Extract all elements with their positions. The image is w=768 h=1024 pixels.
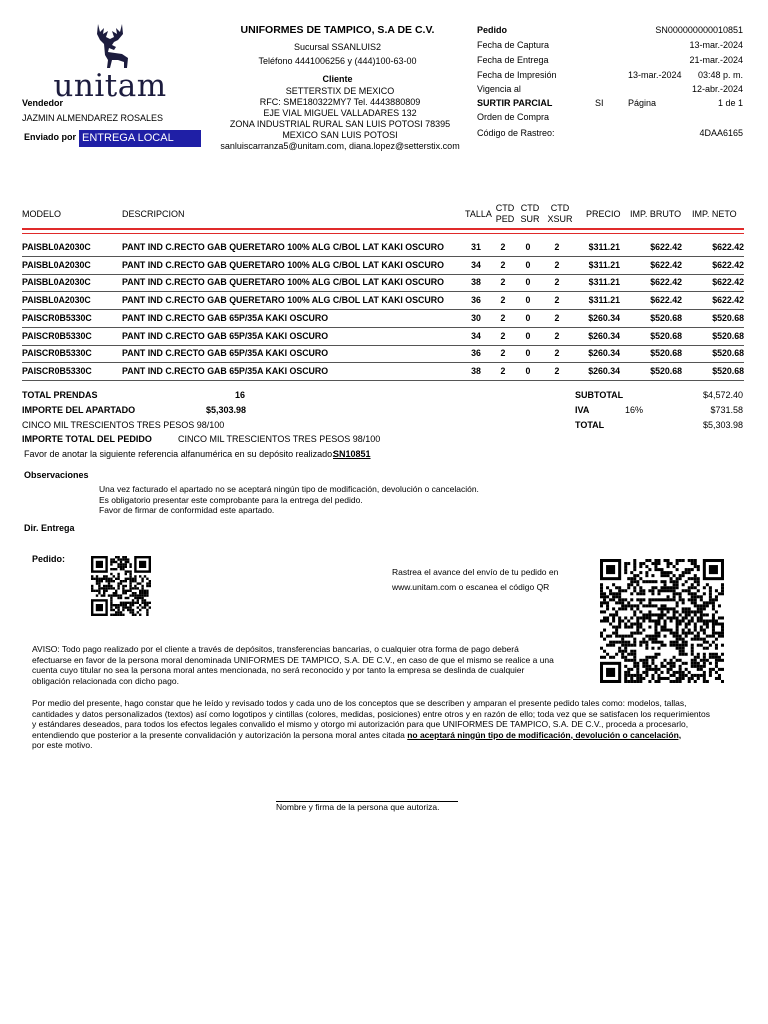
cell-bruto: $520.68 — [650, 348, 682, 359]
cell-descripcion: PANT IND C.RECTO GAB 65P/35A KAKI OSCURO — [122, 348, 329, 359]
iva-value: $731.58 — [710, 405, 743, 415]
client-address-line: ZONA INDUSTRIAL RURAL SAN LUIS POTOSI 78395 — [229, 119, 451, 129]
consent-line: Por medio del presente, hago constar que he leído y revisado todos y cada uno de los conceptos que se describen y amparan el presente pedido tales como: modelos, tallas, — [32, 698, 687, 708]
capture-date: 13-mar.-2024 — [689, 40, 743, 50]
delivery-date-label: Fecha de Entrega — [477, 55, 549, 65]
total-items-value: 16 — [235, 390, 246, 400]
cell-bruto: $520.68 — [650, 312, 682, 323]
client-address-line: SETTERSTIX DE MEXICO — [285, 86, 395, 96]
company-name: UNIFORMES DE TAMPICO, S.A DE C.V. — [240, 24, 435, 36]
total-items-label: TOTAL PRENDAS — [22, 390, 98, 400]
subtotal-value: $4,572.40 — [702, 390, 743, 400]
cell-precio: $311.21 — [588, 242, 620, 252]
cell-bruto: $622.42 — [650, 277, 682, 288]
cell-modelo: PAISCR0B5330C — [22, 312, 92, 323]
cell-ped: 2 — [500, 330, 506, 341]
cell-neto: $622.42 — [712, 259, 744, 270]
col-header-precio: PRECIO — [586, 209, 621, 219]
subtotal-label: SUBTOTAL — [575, 390, 624, 400]
cell-neto: $622.42 — [712, 277, 744, 288]
cell-bruto: $520.68 — [650, 365, 682, 376]
total-label: TOTAL — [575, 420, 605, 430]
cell-sur: 0 — [525, 365, 531, 376]
logo-wordmark: unitam — [53, 68, 167, 104]
cell-xsur: 2 — [554, 295, 560, 306]
cell-xsur: 2 — [554, 365, 560, 376]
col-header-modelo: MODELO — [22, 209, 62, 219]
reference-text: Favor de anotar la siguiente referencia alfanumérica en su depósito realizado: — [24, 449, 335, 459]
table-row — [22, 257, 744, 275]
client-address-line: MEXICO SAN LUIS POTOSI — [282, 130, 398, 140]
page-label: Página — [628, 98, 657, 108]
notice-line: AVISO: Todo pago realizado por el cliente a través de depósitos, transferencias bancarias, o cualquier otra forma de pago deberá — [32, 644, 519, 654]
observation-line-3: Favor de firmar de conformidad este apartado. — [99, 505, 275, 515]
deer-icon — [78, 22, 142, 70]
cell-xsur: 2 — [554, 330, 560, 341]
delivery-date: 21-mar.-2024 — [689, 55, 743, 65]
cell-modelo: PAISBL0A2030C — [22, 259, 91, 270]
consent-last-prefix: entendiendo que posterior a la presente convalidación y autorización la persona moral antes citada — [32, 729, 405, 740]
cell-neto: $520.68 — [712, 312, 744, 323]
cell-precio: $311.21 — [588, 295, 620, 306]
sent-by-value: ENTREGA LOCAL — [79, 130, 201, 147]
company-phone: Teléfono 4441006256 y (444)100-63-00 — [258, 56, 417, 66]
cell-modelo: PAISBL0A2030C — [22, 277, 91, 288]
table-row — [22, 274, 744, 292]
seller-label: Vendedor — [22, 98, 64, 108]
order-total-words: CINCO MIL TRESCIENTOS TRES PESOS 98/100 — [178, 434, 381, 444]
table-row — [22, 292, 744, 310]
cell-ped: 2 — [500, 348, 506, 359]
table-row — [22, 310, 744, 328]
company-logo — [40, 22, 180, 104]
cell-sur: 0 — [525, 242, 531, 252]
cell-descripcion: PANT IND C.RECTO GAB QUERETARO 100% ALG C/BOL LAT KAKI OSCURO — [122, 295, 444, 306]
client-address-line: EJE VIAL MIGUEL VALLADARES 132 — [263, 108, 417, 118]
col-header-ctd-sur — [518, 203, 542, 225]
cell-sur: 0 — [525, 259, 531, 270]
table-row — [22, 328, 744, 346]
cell-precio: $311.21 — [588, 277, 620, 288]
cell-talla: 36 — [471, 295, 481, 306]
cell-neto: $520.68 — [712, 348, 744, 359]
cell-ped: 2 — [500, 277, 506, 288]
cell-ped: 2 — [500, 312, 506, 323]
reference-code: SN10851 — [333, 449, 371, 459]
order-qr-code — [91, 556, 151, 616]
signature-label: Nombre y firma de la persona que autoriza. — [276, 802, 440, 812]
cell-modelo: PAISBL0A2030C — [22, 295, 91, 306]
tracking-qr-code — [600, 558, 724, 684]
sent-by-label: Enviado por — [24, 132, 77, 142]
cell-xsur: 2 — [554, 277, 560, 288]
seller-name: JAZMIN ALMENDAREZ ROSALES — [22, 113, 164, 123]
cell-precio: $260.34 — [588, 312, 620, 323]
cell-xsur: 2 — [554, 312, 560, 323]
deposit-amount-label: IMPORTE DEL APARTADO — [22, 405, 136, 415]
cell-sur: 0 — [525, 348, 531, 359]
table-row — [22, 363, 744, 381]
tracking-code-label: Código de Rastreo: — [477, 128, 555, 138]
col-header-imp-neto: IMP. NETO — [692, 209, 737, 219]
consent-last-emphasis: no aceptará ningún tipo de modificación, devolución o cancelación, — [407, 729, 682, 740]
cell-xsur: 2 — [554, 259, 560, 270]
cell-modelo: PAISCR0B5330C — [22, 330, 92, 341]
cell-sur: 0 — [525, 277, 531, 288]
company-branch: Sucursal SSANLUIS2 — [293, 42, 382, 52]
cell-talla: 34 — [471, 259, 481, 270]
observation-line-2: Es obligatorio presentar este comprobante para la entrega del pedido. — [99, 495, 363, 505]
cell-descripcion: PANT IND C.RECTO GAB 65P/35A KAKI OSCURO — [122, 312, 329, 323]
cell-sur: 0 — [525, 295, 531, 306]
iva-rate: 16% — [625, 405, 644, 415]
col-header-ctd-ped-2: PED — [495, 213, 515, 224]
cell-talla: 36 — [471, 348, 481, 359]
cell-modelo: PAISCR0B5330C — [22, 348, 92, 359]
cell-bruto: $622.42 — [650, 259, 682, 270]
page-number: 1 de 1 — [717, 98, 743, 108]
cell-ped: 2 — [500, 295, 506, 306]
notice-paragraph — [32, 644, 592, 686]
cell-descripcion: PANT IND C.RECTO GAB QUERETARO 100% ALG C/BOL LAT KAKI OSCURO — [122, 259, 444, 270]
cell-ped: 2 — [500, 259, 506, 270]
col-header-talla: TALLA — [465, 209, 492, 219]
print-time: 03:48 p. m. — [697, 70, 743, 80]
cell-precio: $260.34 — [588, 330, 620, 341]
consent-paragraph — [32, 698, 747, 751]
notice-line: efectuarse en favor de la persona moral denominada UNIFORMES DE TAMPICO, S.A. DE C.V., en caso de que el mismo se realice a una — [32, 654, 554, 665]
delivery-address-label: Dir. Entrega — [24, 523, 75, 533]
table-divider-top — [22, 228, 744, 230]
cell-neto: $520.68 — [712, 330, 744, 341]
col-header-ctd-sur-1: CTD — [520, 203, 540, 213]
tracking-text-line-1: Rastrea el avance del envío de tu pedido en — [392, 567, 559, 577]
col-header-ctd-ped-1: CTD — [495, 203, 515, 213]
cell-bruto: $622.42 — [650, 242, 682, 252]
col-header-ctd-xsur — [545, 203, 575, 225]
cell-sur: 0 — [525, 312, 531, 323]
deposit-amount-words: CINCO MIL TRESCIENTOS TRES PESOS 98/100 — [22, 420, 225, 430]
col-header-imp-bruto: IMP. BRUTO — [630, 209, 682, 219]
cell-descripcion: PANT IND C.RECTO GAB QUERETARO 100% ALG C/BOL LAT KAKI OSCURO — [122, 242, 444, 252]
col-header-ctd-xsur-2: XSUR — [547, 213, 573, 224]
total-value: $5,303.98 — [702, 420, 743, 430]
observations-label: Observaciones — [24, 470, 89, 480]
cell-talla: 31 — [471, 242, 481, 252]
iva-label: IVA — [575, 405, 590, 415]
cell-precio: $260.34 — [588, 365, 620, 376]
cell-precio: $311.21 — [588, 259, 620, 270]
cell-bruto: $520.68 — [650, 330, 682, 341]
table-divider-thin — [22, 233, 744, 234]
client-address-line: RFC: SME180322MY7 Tel. 4443880809 — [259, 97, 421, 107]
client-label: Cliente — [322, 74, 353, 84]
col-header-descripcion: DESCRIPCION — [122, 209, 185, 219]
capture-date-label: Fecha de Captura — [477, 40, 550, 50]
cell-talla: 34 — [471, 330, 481, 341]
tracking-code: 4DAA6165 — [699, 128, 743, 138]
cell-neto: $622.42 — [712, 295, 744, 306]
notice-line: obligación relacionada con dicho pago. — [32, 675, 179, 686]
partial-fill-value: SI — [595, 98, 604, 108]
col-header-ctd-xsur-1: CTD — [550, 203, 570, 213]
order-number: SN000000000010851 — [655, 25, 743, 35]
cell-xsur: 2 — [554, 242, 560, 252]
cell-modelo: PAISBL0A2030C — [22, 242, 91, 252]
cell-descripcion: PANT IND C.RECTO GAB 65P/35A KAKI OSCURO — [122, 365, 329, 376]
cell-ped: 2 — [500, 365, 506, 376]
cell-modelo: PAISCR0B5330C — [22, 365, 92, 376]
cell-bruto: $622.42 — [650, 295, 682, 306]
cell-precio: $260.34 — [588, 348, 620, 359]
cell-xsur: 2 — [554, 348, 560, 359]
consent-tail: por este motivo. — [32, 740, 93, 750]
cell-neto: $622.42 — [712, 242, 744, 252]
print-date: 13-mar.-2024 — [628, 70, 682, 80]
order-number-label: Pedido — [477, 25, 508, 35]
partial-fill-label: SURTIR PARCIAL — [477, 98, 553, 108]
validity-label: Vigencia al — [477, 84, 521, 94]
order-total-label: IMPORTE TOTAL DEL PEDIDO — [22, 434, 152, 444]
table-row — [22, 345, 744, 363]
consent-line: y estándares deseados, para todos los efectos legales convalido el mismo y otorgo mi autorización para que UNIFORMES DE TAMPICO, S.A. DE C.V., proceda a procesarlo, — [32, 719, 689, 729]
notice-line: cuenta cuyo titular no sea la persona moral antes mencionada, no será reconocido y por tanto la empresa se deslinda de cualquier — [32, 665, 525, 675]
cell-descripcion: PANT IND C.RECTO GAB 65P/35A KAKI OSCURO — [122, 330, 329, 341]
deposit-amount-value: $5,303.98 — [206, 405, 247, 415]
tracking-text-line-2: www.unitam.com o escanea el código QR — [392, 582, 550, 592]
cell-talla: 38 — [471, 277, 481, 288]
consent-line: cantidades y datos personalizados (textos) así como logotipos y cintillas (colores, medidas, posiciones) entre otros y en razón de ello; toda vez que se satisfacen los requerimientos — [32, 708, 710, 719]
purchase-order-label: Orden de Compra — [477, 112, 550, 122]
col-header-ctd-sur-2: SUR — [520, 213, 540, 224]
cell-talla: 38 — [471, 365, 481, 376]
validity-date: 12-abr.-2024 — [691, 84, 743, 94]
order-qr-label: Pedido: — [32, 554, 65, 564]
client-address-line: sanluiscarranza5@unitam.com, diana.lopez@setterstix.com — [220, 141, 460, 151]
cell-sur: 0 — [525, 330, 531, 341]
print-date-label: Fecha de Impresión — [477, 70, 557, 80]
observation-line-1: Una vez facturado el apartado no se aceptará ningún tipo de modificación, devolución o cancelación. — [99, 484, 479, 494]
cell-ped: 2 — [500, 242, 506, 252]
cell-talla: 30 — [471, 312, 481, 323]
cell-neto: $520.68 — [712, 365, 744, 376]
cell-descripcion: PANT IND C.RECTO GAB QUERETARO 100% ALG C/BOL LAT KAKI OSCURO — [122, 277, 444, 288]
consent-line-last — [32, 730, 747, 741]
col-header-ctd-ped — [493, 203, 517, 225]
table-row — [22, 239, 744, 257]
